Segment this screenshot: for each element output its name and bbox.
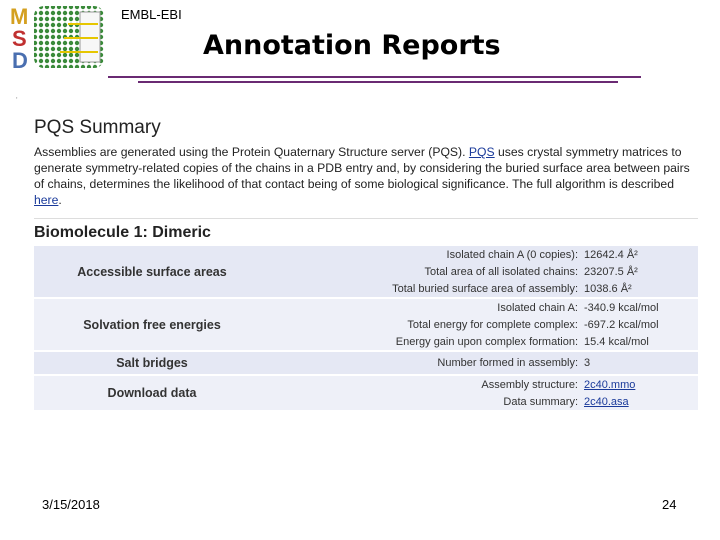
- row-label: Assembly structure:: [270, 376, 584, 393]
- desc-text-3: .: [58, 193, 62, 207]
- title-rule-top: [108, 76, 641, 78]
- desc-text-1: Assemblies are generated using the Protein Quaternary Structure server (PQS).: [34, 145, 469, 159]
- footer-date: 3/15/2018: [42, 497, 100, 512]
- table-row: [34, 352, 698, 374]
- slide-title: Annotation Reports: [203, 30, 501, 61]
- pqs-link[interactable]: PQS: [468, 145, 495, 159]
- row-value: 12642.4 Å²: [584, 246, 698, 263]
- row-value: 1038.6 Å²: [584, 280, 698, 297]
- assembly-table: [34, 246, 698, 410]
- row-label: Total buried surface area of assembly:: [270, 280, 584, 297]
- desc-text-2: uses crystal symmetry matrices to generate symmetry-related copies of the chains in a PDB entry and, by considering the buried surface area between pairs of chains, determines the likelihood of that contact being of some biological significance. The full algorithm is described: [34, 145, 690, 191]
- solvation-label: Solvation free energies: [34, 299, 270, 350]
- row-value: 3: [584, 352, 698, 374]
- pqs-summary-heading: PQS Summary: [34, 117, 161, 138]
- title-rule-bottom: [138, 81, 618, 83]
- assembly-structure-link[interactable]: 2c40.mmo: [584, 378, 636, 391]
- row-value: 23207.5 Å²: [584, 263, 698, 280]
- page-number: 24: [662, 497, 677, 512]
- tiny-marker: ': [16, 96, 18, 105]
- row-value: 15.4 kcal/mol: [584, 333, 698, 350]
- org-name: EMBL-EBI: [121, 7, 182, 22]
- pqs-description: [34, 144, 694, 208]
- logo-letter-s: S: [12, 26, 27, 51]
- row-value: [584, 376, 698, 393]
- row-label: Isolated chain A (0 copies):: [270, 246, 584, 263]
- table-row: [34, 299, 698, 316]
- download-data-label: Download data: [34, 376, 270, 410]
- table-row: [34, 376, 698, 393]
- row-label: Data summary:: [270, 393, 584, 410]
- row-value: -697.2 kcal/mol: [584, 316, 698, 333]
- logo-letter-d: D: [12, 48, 28, 70]
- row-label: Number formed in assembly:: [270, 352, 584, 374]
- biomolecule-heading: Biomolecule 1: Dimeric: [34, 224, 211, 241]
- salt-bridges-label: Salt bridges: [34, 352, 270, 374]
- row-value: -340.9 kcal/mol: [584, 299, 698, 316]
- row-label: Energy gain upon complex formation:: [270, 333, 584, 350]
- logo-letter-m: M: [10, 4, 29, 29]
- data-summary-link[interactable]: 2c40.asa: [584, 395, 629, 408]
- row-value: [584, 393, 698, 410]
- table-row: [34, 246, 698, 263]
- accessible-surface-label: Accessible surface areas: [34, 246, 270, 297]
- divider: [34, 218, 698, 219]
- row-label: Total area of all isolated chains:: [270, 263, 584, 280]
- row-label: Total energy for complete complex:: [270, 316, 584, 333]
- msd-logo: [8, 4, 108, 70]
- row-label: Isolated chain A:: [270, 299, 584, 316]
- algorithm-link[interactable]: here: [34, 193, 59, 207]
